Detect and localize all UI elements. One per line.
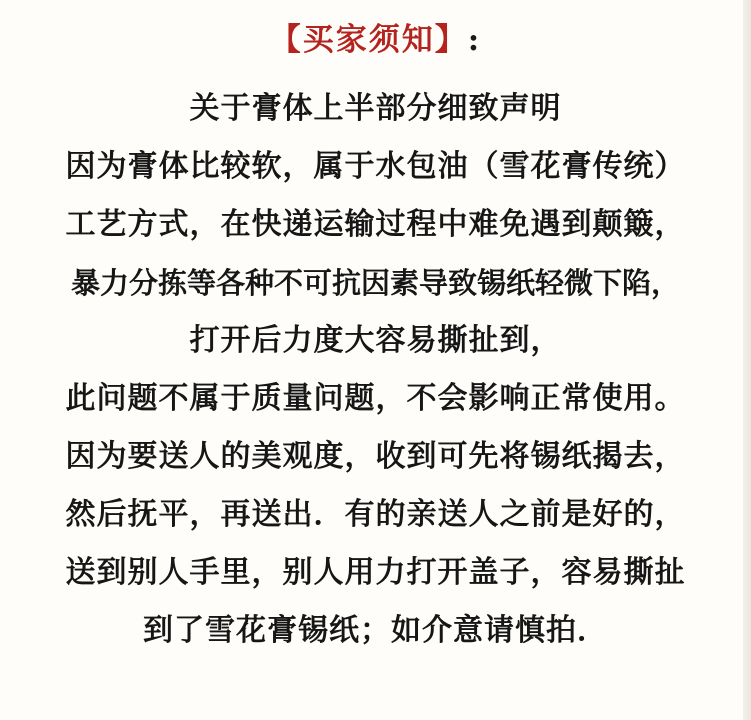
notice-line-6: 此问题不属于质量问题，不会影响正常使用。: [65, 381, 686, 416]
notice-line-5: 打开后力度大容易撕扯到，: [189, 323, 562, 358]
notice-line-4: 暴力分拣等各种不可抗因素导致锡纸轻微下陷，: [70, 266, 680, 300]
notice-line-1: 关于膏体上半部分细致声明: [189, 91, 562, 126]
notice-body: [0, 80, 751, 660]
notice-line-8: 然后抚平，再送出．有的亲送人之前是好的，: [65, 497, 686, 532]
notice-title: [0, 18, 751, 62]
notice-line-10: 到了雪花膏锡纸；如介意请慎拍．: [143, 613, 608, 648]
notice-line-3: 工艺方式，在快递运输过程中难免遇到颠簸，: [65, 207, 686, 242]
notice-title-colon: :: [467, 22, 482, 58]
notice-line-7: 因为要送人的美观度，收到可先将锡纸揭去，: [65, 439, 686, 474]
notice-line-9: 送到别人手里，别人用力打开盖子，容易撕扯: [65, 555, 686, 590]
notice-line-2: 因为膏体比较软，属于水包油（雪花膏传统）: [65, 149, 686, 184]
notice-title-text: 【买家须知】: [269, 22, 468, 58]
page-edge-shadow: [743, 0, 751, 720]
